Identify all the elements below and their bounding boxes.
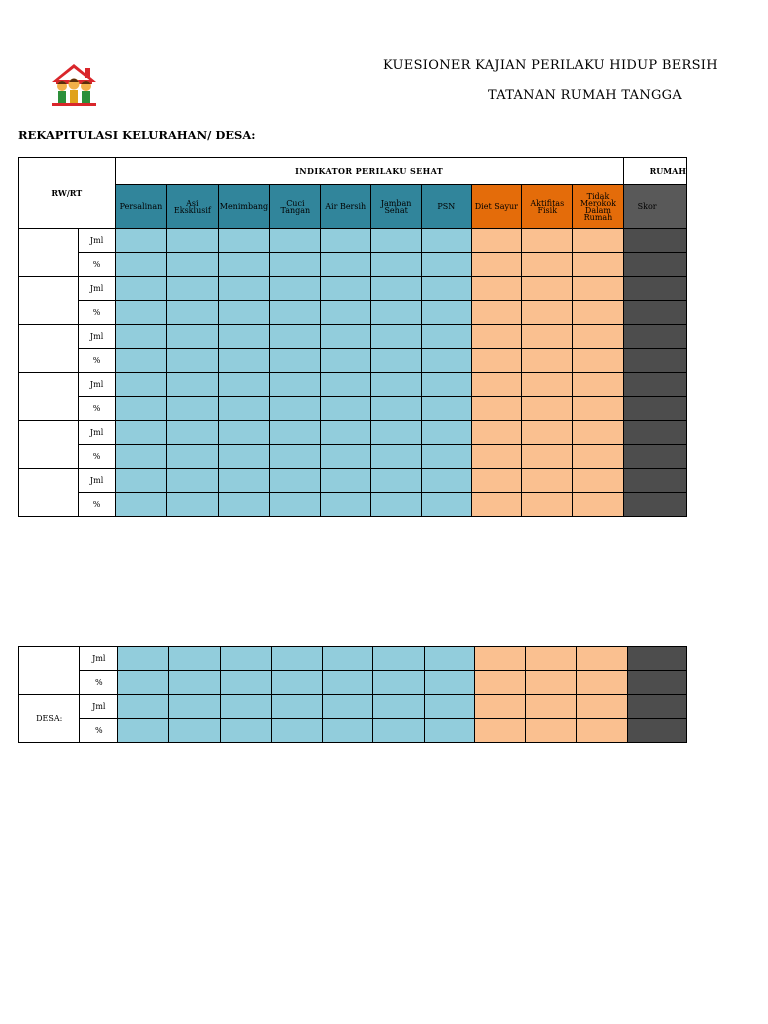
data-cell[interactable] xyxy=(115,397,167,421)
col-header-aktifitas-fisik: Aktifitas Fisik xyxy=(522,185,573,229)
data-cell[interactable] xyxy=(270,373,321,397)
col-header-psn: PSN xyxy=(422,185,471,229)
data-cell[interactable] xyxy=(218,229,270,253)
data-cell[interactable] xyxy=(623,445,686,469)
data-cell[interactable] xyxy=(471,229,522,253)
table-row xyxy=(19,325,687,349)
data-cell[interactable] xyxy=(522,469,573,493)
data-cell[interactable] xyxy=(371,421,422,445)
data-cell[interactable] xyxy=(371,277,422,301)
unit-percent-label: % xyxy=(78,349,115,373)
data-cell[interactable] xyxy=(422,229,471,253)
data-cell[interactable] xyxy=(573,349,623,373)
data-cell[interactable] xyxy=(424,671,474,695)
data-cell[interactable] xyxy=(373,647,424,671)
col-header-air-bersih: Air Bersih xyxy=(321,185,371,229)
data-cell[interactable] xyxy=(115,325,167,349)
rw-rt-cell[interactable] xyxy=(19,421,79,469)
data-cell[interactable] xyxy=(526,647,577,671)
data-cell[interactable] xyxy=(271,647,322,671)
data-cell[interactable] xyxy=(577,695,627,719)
data-cell[interactable] xyxy=(323,671,373,695)
data-cell[interactable] xyxy=(373,695,424,719)
table-row xyxy=(19,253,687,277)
data-cell[interactable] xyxy=(321,493,371,517)
data-cell[interactable] xyxy=(422,373,471,397)
data-cell[interactable] xyxy=(270,253,321,277)
desa-total-table xyxy=(18,646,687,743)
data-cell[interactable] xyxy=(471,349,522,373)
data-cell[interactable] xyxy=(422,301,471,325)
data-cell[interactable] xyxy=(422,253,471,277)
table-row xyxy=(19,647,687,671)
data-cell[interactable] xyxy=(321,253,371,277)
data-cell[interactable] xyxy=(471,277,522,301)
data-cell[interactable] xyxy=(522,325,573,349)
data-cell[interactable] xyxy=(526,719,577,743)
data-cell[interactable] xyxy=(422,349,471,373)
table-row xyxy=(19,277,687,301)
data-cell[interactable] xyxy=(115,469,167,493)
data-cell[interactable] xyxy=(270,421,321,445)
rw-rt-cell[interactable] xyxy=(19,325,79,373)
data-cell[interactable] xyxy=(218,373,270,397)
col-header-persalinan: Persalinan xyxy=(115,185,167,229)
data-cell[interactable] xyxy=(115,229,167,253)
data-cell[interactable] xyxy=(623,469,686,493)
unit-percent-label: % xyxy=(78,493,115,517)
data-cell[interactable] xyxy=(115,373,167,397)
data-cell[interactable] xyxy=(471,493,522,517)
data-cell[interactable] xyxy=(118,695,169,719)
data-cell[interactable] xyxy=(167,421,218,445)
table-row xyxy=(19,373,687,397)
unit-jml-label: Jml xyxy=(78,421,115,445)
data-cell[interactable] xyxy=(371,301,422,325)
data-cell[interactable] xyxy=(270,397,321,421)
data-cell[interactable] xyxy=(577,719,627,743)
data-cell[interactable] xyxy=(270,277,321,301)
data-cell[interactable] xyxy=(623,493,686,517)
col-header-jamban-sehat: Jamban Sehat xyxy=(371,185,422,229)
data-cell[interactable] xyxy=(471,301,522,325)
data-cell[interactable] xyxy=(474,719,525,743)
data-cell[interactable] xyxy=(424,647,474,671)
data-cell[interactable] xyxy=(623,397,686,421)
col-header-diet-sayur: Diet Sayur xyxy=(471,185,522,229)
col-header-menimbang: Menimbang xyxy=(218,185,270,229)
data-cell[interactable] xyxy=(167,229,218,253)
data-cell[interactable] xyxy=(270,229,321,253)
data-cell[interactable] xyxy=(118,671,169,695)
rw-rt-cell[interactable] xyxy=(19,277,79,325)
unit-jml-label: Jml xyxy=(78,229,115,253)
data-cell[interactable] xyxy=(218,421,270,445)
data-cell[interactable] xyxy=(321,421,371,445)
data-cell[interactable] xyxy=(220,647,271,671)
data-cell[interactable] xyxy=(220,719,271,743)
unit-jml-label: Jml xyxy=(78,325,115,349)
data-cell[interactable] xyxy=(471,421,522,445)
data-cell[interactable] xyxy=(118,647,169,671)
data-cell[interactable] xyxy=(422,277,471,301)
data-cell[interactable] xyxy=(169,647,220,671)
data-cell[interactable] xyxy=(623,301,686,325)
data-cell[interactable] xyxy=(220,695,271,719)
data-cell[interactable] xyxy=(321,445,371,469)
unit-percent-label: % xyxy=(80,671,118,695)
data-cell[interactable] xyxy=(522,277,573,301)
data-cell[interactable] xyxy=(167,325,218,349)
data-cell[interactable] xyxy=(270,469,321,493)
data-cell[interactable] xyxy=(573,277,623,301)
data-cell[interactable] xyxy=(321,349,371,373)
data-cell[interactable] xyxy=(373,719,424,743)
data-cell[interactable] xyxy=(573,493,623,517)
data-cell[interactable] xyxy=(271,671,322,695)
data-cell[interactable] xyxy=(471,445,522,469)
data-cell[interactable] xyxy=(115,421,167,445)
data-cell[interactable] xyxy=(270,325,321,349)
data-cell[interactable] xyxy=(115,253,167,277)
data-cell[interactable] xyxy=(371,229,422,253)
data-cell[interactable] xyxy=(522,397,573,421)
data-cell[interactable] xyxy=(321,325,371,349)
data-cell[interactable] xyxy=(526,695,577,719)
data-cell[interactable] xyxy=(573,325,623,349)
recap-table xyxy=(18,157,687,517)
data-cell[interactable] xyxy=(422,493,471,517)
data-cell[interactable] xyxy=(373,671,424,695)
unit-jml-label: Jml xyxy=(78,277,115,301)
rw-rt-cell[interactable] xyxy=(19,469,79,517)
data-cell[interactable] xyxy=(323,695,373,719)
data-cell[interactable] xyxy=(218,469,270,493)
indicator-group-header: INDIKATOR PERILAKU SEHAT xyxy=(115,158,623,185)
data-cell[interactable] xyxy=(474,647,525,671)
data-cell[interactable] xyxy=(118,719,169,743)
data-cell[interactable] xyxy=(471,253,522,277)
data-cell[interactable] xyxy=(522,421,573,445)
unit-percent-label: % xyxy=(78,253,115,277)
data-cell[interactable] xyxy=(623,253,686,277)
col-header-tidak-merokok: Tidak Merokok Dalam Rumah xyxy=(573,185,623,229)
data-cell[interactable] xyxy=(623,373,686,397)
unit-percent-label: % xyxy=(78,397,115,421)
data-cell[interactable] xyxy=(371,493,422,517)
unit-jml-label: Jml xyxy=(80,695,118,719)
col-header-cuci-tangan: Cuci Tangan xyxy=(270,185,321,229)
data-cell[interactable] xyxy=(573,253,623,277)
col-header-skor: Skor xyxy=(623,185,686,229)
data-cell[interactable] xyxy=(115,493,167,517)
data-cell[interactable] xyxy=(627,647,686,671)
data-cell[interactable] xyxy=(424,695,474,719)
table-row xyxy=(19,397,687,421)
unit-jml-label: Jml xyxy=(78,373,115,397)
data-cell[interactable] xyxy=(321,397,371,421)
data-cell[interactable] xyxy=(371,349,422,373)
data-cell[interactable] xyxy=(424,719,474,743)
data-cell[interactable] xyxy=(167,397,218,421)
rw-rt-cell[interactable] xyxy=(19,373,79,421)
data-cell[interactable] xyxy=(169,671,220,695)
data-cell[interactable] xyxy=(627,719,686,743)
data-cell[interactable] xyxy=(573,373,623,397)
table-row xyxy=(19,493,687,517)
data-cell[interactable] xyxy=(218,277,270,301)
data-cell[interactable] xyxy=(627,695,686,719)
data-cell[interactable] xyxy=(167,301,218,325)
data-cell[interactable] xyxy=(169,695,220,719)
data-cell[interactable] xyxy=(270,445,321,469)
data-cell[interactable] xyxy=(218,349,270,373)
data-cell[interactable] xyxy=(471,325,522,349)
data-cell[interactable] xyxy=(167,493,218,517)
data-cell[interactable] xyxy=(422,325,471,349)
rw-rt-cell[interactable] xyxy=(19,229,79,277)
data-cell[interactable] xyxy=(526,671,577,695)
data-cell[interactable] xyxy=(522,493,573,517)
data-cell[interactable] xyxy=(577,671,627,695)
table-row xyxy=(19,229,687,253)
unit-percent-label: % xyxy=(78,301,115,325)
data-cell[interactable] xyxy=(323,647,373,671)
data-cell[interactable] xyxy=(321,469,371,493)
data-cell[interactable] xyxy=(573,397,623,421)
data-cell[interactable] xyxy=(115,445,167,469)
data-cell[interactable] xyxy=(167,253,218,277)
rumah-group-header: RUMAH xyxy=(623,158,686,185)
data-cell[interactable] xyxy=(573,469,623,493)
data-cell[interactable] xyxy=(270,349,321,373)
data-cell[interactable] xyxy=(167,349,218,373)
data-cell[interactable] xyxy=(220,671,271,695)
unit-jml-label: Jml xyxy=(80,647,118,671)
data-cell[interactable] xyxy=(623,325,686,349)
data-cell[interactable] xyxy=(371,397,422,421)
data-cell[interactable] xyxy=(115,277,167,301)
data-cell[interactable] xyxy=(522,445,573,469)
data-cell[interactable] xyxy=(167,373,218,397)
rekap-label: REKAPITULASI KELURAHAN/ DESA: xyxy=(18,128,256,142)
table-row xyxy=(19,671,687,695)
data-cell[interactable] xyxy=(623,349,686,373)
data-cell[interactable] xyxy=(627,671,686,695)
data-cell[interactable] xyxy=(218,325,270,349)
unit-percent-label: % xyxy=(78,445,115,469)
rw-rt-cell xyxy=(19,647,80,695)
table-row xyxy=(19,695,687,719)
data-cell[interactable] xyxy=(471,469,522,493)
data-cell[interactable] xyxy=(371,325,422,349)
data-cell[interactable] xyxy=(169,719,220,743)
table-row xyxy=(19,719,687,743)
data-cell[interactable] xyxy=(522,373,573,397)
data-cell[interactable] xyxy=(321,277,371,301)
data-cell[interactable] xyxy=(573,421,623,445)
data-cell[interactable] xyxy=(270,493,321,517)
table-row xyxy=(19,301,687,325)
data-cell[interactable] xyxy=(271,719,322,743)
data-cell[interactable] xyxy=(471,373,522,397)
data-cell[interactable] xyxy=(323,719,373,743)
data-cell[interactable] xyxy=(321,301,371,325)
data-cell[interactable] xyxy=(167,445,218,469)
table-row xyxy=(19,469,687,493)
data-cell[interactable] xyxy=(522,229,573,253)
data-cell[interactable] xyxy=(422,421,471,445)
data-cell[interactable] xyxy=(422,397,471,421)
table-row xyxy=(19,445,687,469)
data-cell[interactable] xyxy=(522,253,573,277)
data-cell[interactable] xyxy=(573,301,623,325)
document-title: KUESIONER KAJIAN PERILAKU HIDUP BERSIH xyxy=(383,58,718,73)
data-cell[interactable] xyxy=(218,397,270,421)
data-cell[interactable] xyxy=(474,695,525,719)
data-cell[interactable] xyxy=(371,253,422,277)
data-cell[interactable] xyxy=(522,301,573,325)
unit-jml-label: Jml xyxy=(78,469,115,493)
data-cell[interactable] xyxy=(115,301,167,325)
data-cell[interactable] xyxy=(371,373,422,397)
data-cell[interactable] xyxy=(321,229,371,253)
unit-percent-label: % xyxy=(80,719,118,743)
table-row xyxy=(19,349,687,373)
data-cell[interactable] xyxy=(573,229,623,253)
data-cell[interactable] xyxy=(270,301,321,325)
table-row xyxy=(19,421,687,445)
data-cell[interactable] xyxy=(371,445,422,469)
data-cell[interactable] xyxy=(371,469,422,493)
col-header-asi-eksklusif: Asi Eksklusif xyxy=(167,185,218,229)
data-cell[interactable] xyxy=(218,301,270,325)
data-cell[interactable] xyxy=(573,445,623,469)
data-cell[interactable] xyxy=(422,469,471,493)
data-cell[interactable] xyxy=(218,445,270,469)
data-cell[interactable] xyxy=(218,253,270,277)
data-cell[interactable] xyxy=(321,373,371,397)
data-cell[interactable] xyxy=(167,277,218,301)
data-cell[interactable] xyxy=(115,349,167,373)
data-cell[interactable] xyxy=(623,277,686,301)
data-cell[interactable] xyxy=(522,349,573,373)
data-cell[interactable] xyxy=(623,229,686,253)
data-cell[interactable] xyxy=(271,695,322,719)
document-subtitle-tatanan: TATANAN RUMAH TANGGA xyxy=(488,88,683,103)
data-cell[interactable] xyxy=(422,445,471,469)
data-cell[interactable] xyxy=(577,647,627,671)
data-cell[interactable] xyxy=(218,493,270,517)
data-cell[interactable] xyxy=(167,469,218,493)
desa-label: DESA: xyxy=(19,695,80,743)
rw-rt-header: RW/RT xyxy=(19,158,116,229)
data-cell[interactable] xyxy=(471,397,522,421)
data-cell[interactable] xyxy=(623,421,686,445)
data-cell[interactable] xyxy=(474,671,525,695)
